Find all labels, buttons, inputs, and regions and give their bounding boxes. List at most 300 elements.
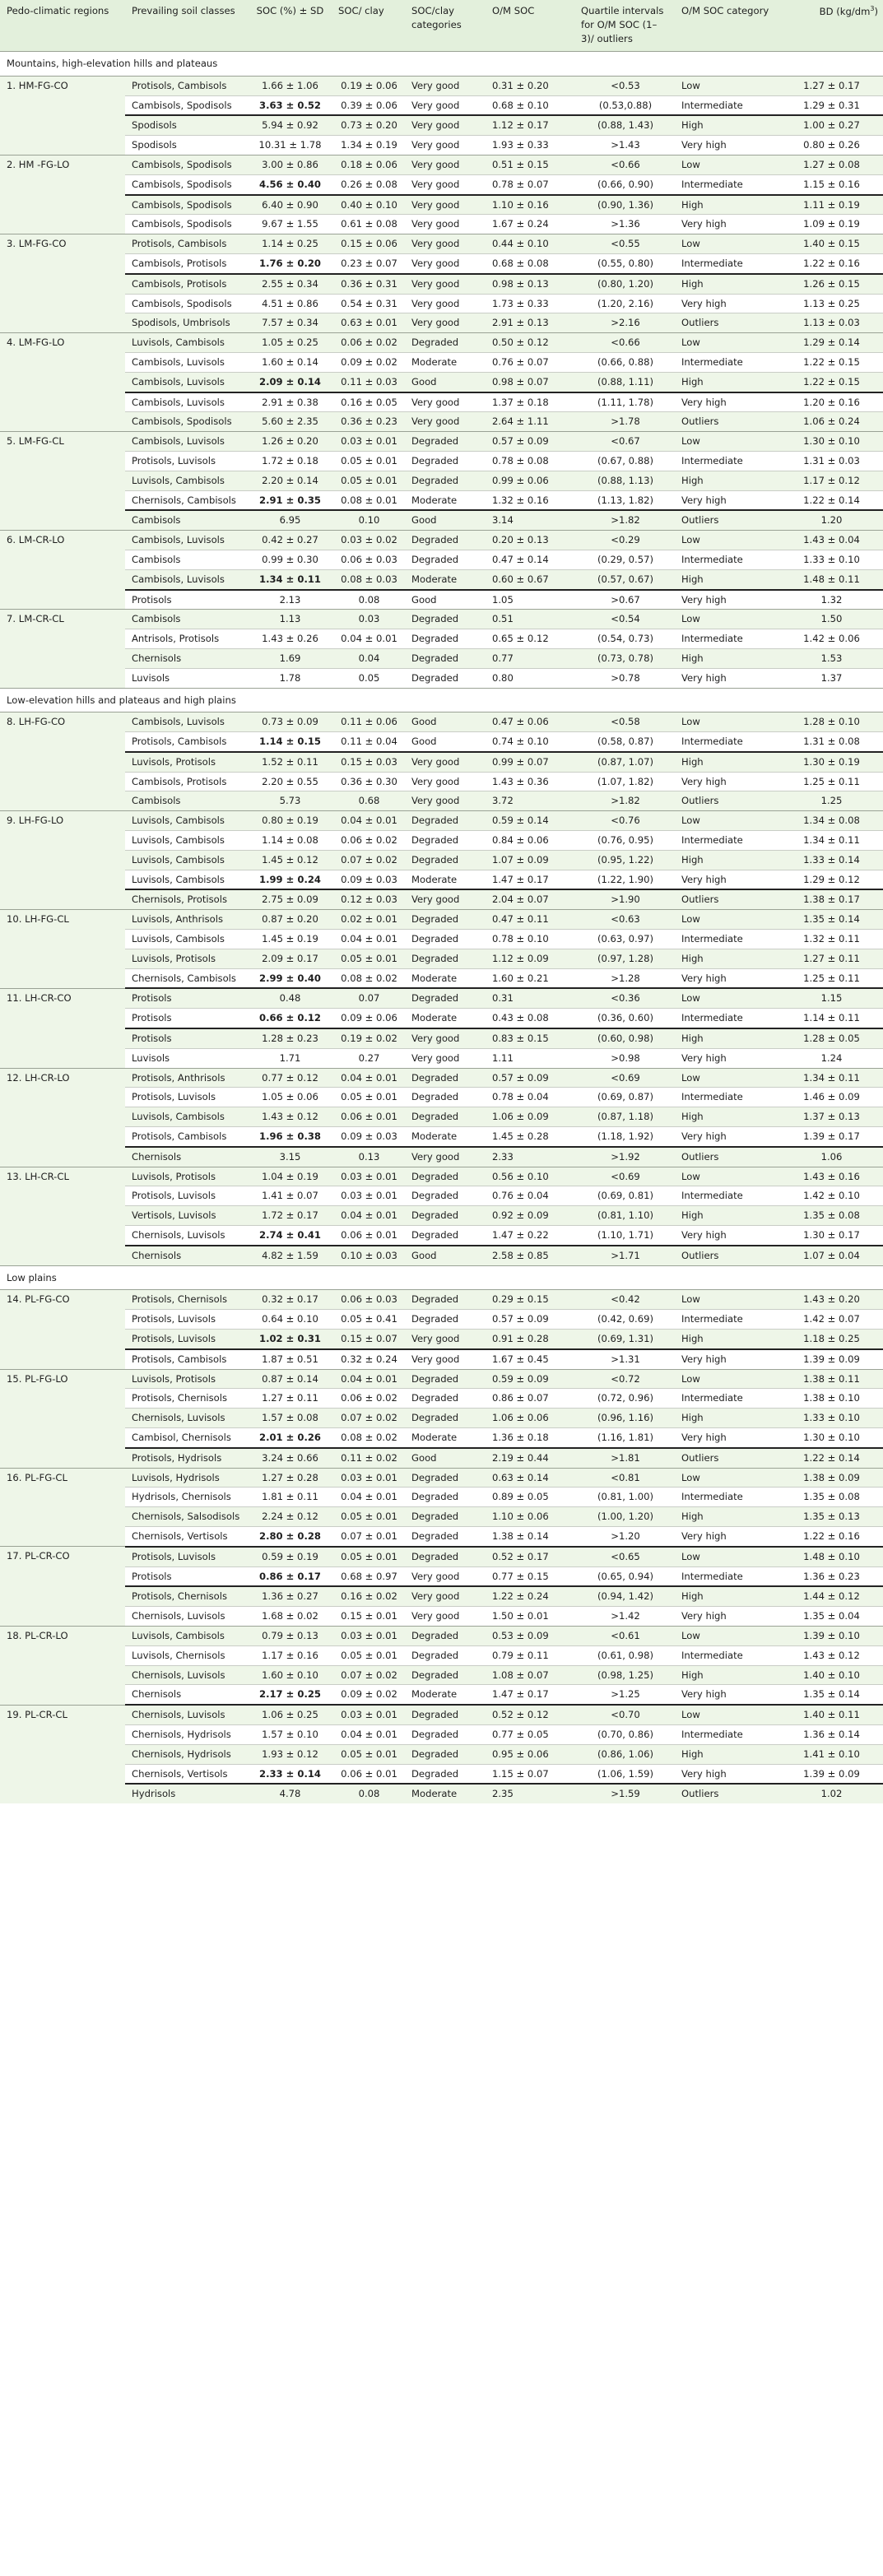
cell-soil-classes: Protisols, Luvisols xyxy=(125,1330,247,1349)
cell-quartile-interval: >1.25 xyxy=(574,1685,675,1705)
cell-soil-classes: Luvisols, Protisols xyxy=(125,752,247,772)
cell-om-soc-category: Low xyxy=(675,1290,778,1310)
cell-om-soc: 0.56 ± 0.10 xyxy=(486,1167,574,1186)
cell-soc: 1.43 ± 0.12 xyxy=(247,1107,332,1127)
cell-soc: 0.73 ± 0.09 xyxy=(247,712,332,732)
cell-soc-clay-category: Very good xyxy=(405,1048,486,1068)
cell-soc-clay-category: Good xyxy=(405,510,486,530)
cell-om-soc: 1.07 ± 0.09 xyxy=(486,850,574,870)
cell-soc xyxy=(247,1009,332,1028)
cell-om-soc: 3.72 xyxy=(486,791,574,811)
table-row xyxy=(0,174,883,194)
cell-om-soc-category: Very high xyxy=(675,870,778,889)
cell-soc-clay: 0.06 ± 0.03 xyxy=(332,1290,405,1310)
table-row xyxy=(0,490,883,510)
cell-bd: 1.43 ± 0.12 xyxy=(778,1645,883,1665)
cell-om-soc-category: Outliers xyxy=(675,1448,778,1468)
cell-soil-classes: Protisols, Chernisols xyxy=(125,1389,247,1409)
cell-om-soc: 1.06 ± 0.09 xyxy=(486,1107,574,1127)
cell-soil-classes: Cambisols, Spodisols xyxy=(125,155,247,174)
cell-quartile-interval: (1.16, 1.81) xyxy=(574,1427,675,1447)
cell-soc xyxy=(247,1764,332,1784)
cell-bd: 1.28 ± 0.05 xyxy=(778,1028,883,1048)
cell-soc-clay-category: Moderate xyxy=(405,1127,486,1147)
cell-soc: 1.43 ± 0.26 xyxy=(247,629,332,649)
cell-om-soc-category: Low xyxy=(675,333,778,353)
bold-soc-value: 1.96 ± 0.38 xyxy=(259,1130,321,1143)
cell-quartile-interval: (1.06, 1.59) xyxy=(574,1764,675,1784)
cell-soil-classes: Luvisols xyxy=(125,668,247,688)
cell-soc: 1.41 ± 0.07 xyxy=(247,1186,332,1206)
cell-om-soc-category: High xyxy=(675,1586,778,1606)
bold-soc-value: 1.14 ± 0.15 xyxy=(259,736,321,748)
cell-om-soc: 0.63 ± 0.14 xyxy=(486,1468,574,1488)
cell-soc-clay-category: Degraded xyxy=(405,1389,486,1409)
cell-soil-classes: Antrisols, Protisols xyxy=(125,629,247,649)
cell-om-soc-category: High xyxy=(675,1330,778,1349)
table-row xyxy=(0,274,883,294)
region-name: 9. LH-FG-LO xyxy=(0,811,125,910)
cell-om-soc: 1.47 ± 0.17 xyxy=(486,1685,574,1705)
cell-bd: 1.39 ± 0.10 xyxy=(778,1626,883,1645)
region-name: 15. PL-FG-LO xyxy=(0,1369,125,1468)
cell-om-soc: 0.98 ± 0.13 xyxy=(486,274,574,294)
cell-quartile-interval: <0.69 xyxy=(574,1167,675,1186)
cell-quartile-interval: (0.69, 1.31) xyxy=(574,1330,675,1349)
cell-om-soc: 0.47 ± 0.14 xyxy=(486,550,574,569)
cell-om-soc: 0.91 ± 0.28 xyxy=(486,1330,574,1349)
table-row xyxy=(0,1507,883,1527)
cell-bd: 1.37 ± 0.13 xyxy=(778,1107,883,1127)
header-quartile-intervals: Quartile intervals for O/M SOC (1–3)/ outliers xyxy=(574,0,675,52)
superscript-3: 3 xyxy=(870,5,875,12)
cell-bd: 1.29 ± 0.12 xyxy=(778,870,883,889)
cell-soc-clay: 0.04 ± 0.01 xyxy=(332,811,405,831)
cell-om-soc: 0.78 ± 0.08 xyxy=(486,451,574,471)
cell-bd: 1.37 xyxy=(778,668,883,688)
cell-quartile-interval: (0.66, 0.90) xyxy=(574,174,675,194)
cell-quartile-interval: (0.90, 1.36) xyxy=(574,195,675,215)
cell-soc-clay-category: Moderate xyxy=(405,1784,486,1803)
table-row xyxy=(0,870,883,889)
region-name: 8. LH-FG-CO xyxy=(0,712,125,811)
cell-soil-classes: Cambisols, Protisols xyxy=(125,772,247,791)
cell-soil-classes: Cambisols, Spodisols xyxy=(125,95,247,115)
cell-bd: 0.80 ± 0.26 xyxy=(778,136,883,155)
cell-om-soc: 2.19 ± 0.44 xyxy=(486,1448,574,1468)
cell-soc-clay: 0.09 ± 0.02 xyxy=(332,352,405,372)
cell-quartile-interval: (0.87, 1.18) xyxy=(574,1107,675,1127)
cell-quartile-interval: <0.69 xyxy=(574,1068,675,1088)
cell-quartile-interval: (1.00, 1.20) xyxy=(574,1507,675,1527)
cell-quartile-interval: (0.76, 0.95) xyxy=(574,831,675,851)
cell-soc-clay: 0.03 ± 0.01 xyxy=(332,1705,405,1724)
cell-om-soc: 0.47 ± 0.11 xyxy=(486,910,574,930)
table-row xyxy=(0,253,883,273)
table-row xyxy=(0,352,883,372)
cell-soc-clay: 0.11 ± 0.02 xyxy=(332,1448,405,1468)
cell-soc: 1.60 ± 0.14 xyxy=(247,352,332,372)
cell-bd: 1.20 ± 0.16 xyxy=(778,392,883,412)
cell-soc: 1.60 ± 0.10 xyxy=(247,1665,332,1685)
cell-quartile-interval: (0.66, 0.88) xyxy=(574,352,675,372)
cell-bd: 1.22 ± 0.16 xyxy=(778,1526,883,1546)
cell-soc-clay-category: Degraded xyxy=(405,1724,486,1744)
cell-soil-classes: Cambisols, Luvisols xyxy=(125,569,247,589)
cell-soc: 2.13 xyxy=(247,590,332,610)
cell-bd: 1.53 xyxy=(778,648,883,668)
cell-soil-classes: Chernisols, Luvisols xyxy=(125,1607,247,1627)
cell-om-soc-category: Very high xyxy=(675,1226,778,1246)
cell-om-soc-category: Very high xyxy=(675,1427,778,1447)
cell-quartile-interval: <0.63 xyxy=(574,910,675,930)
table-row xyxy=(0,1626,883,1645)
cell-soc: 0.59 ± 0.19 xyxy=(247,1547,332,1566)
cell-bd: 1.29 ± 0.31 xyxy=(778,95,883,115)
cell-bd: 1.35 ± 0.08 xyxy=(778,1206,883,1226)
cell-soc-clay-category: Very good xyxy=(405,136,486,155)
cell-soc: 0.87 ± 0.14 xyxy=(247,1369,332,1389)
cell-om-soc-category: Intermediate xyxy=(675,174,778,194)
cell-soc-clay-category: Degraded xyxy=(405,811,486,831)
cell-soc-clay: 0.04 ± 0.01 xyxy=(332,1369,405,1389)
cell-soc: 2.75 ± 0.09 xyxy=(247,889,332,909)
cell-soc: 5.73 xyxy=(247,791,332,811)
cell-bd: 1.22 ± 0.16 xyxy=(778,253,883,273)
cell-bd: 1.30 ± 0.19 xyxy=(778,752,883,772)
cell-quartile-interval: <0.58 xyxy=(574,712,675,732)
cell-soil-classes: Protisols, Luvisols xyxy=(125,1310,247,1330)
cell-soil-classes: Protisols, Cambisols xyxy=(125,732,247,752)
cell-bd: 1.48 ± 0.11 xyxy=(778,569,883,589)
cell-soc-clay-category: Very good xyxy=(405,195,486,215)
cell-soc-clay: 0.02 ± 0.01 xyxy=(332,910,405,930)
region-name: 11. LH-CR-CO xyxy=(0,988,125,1068)
cell-soil-classes: Cambisol, Chernisols xyxy=(125,1427,247,1447)
cell-om-soc: 0.43 ± 0.08 xyxy=(486,1009,574,1028)
cell-bd: 1.39 ± 0.09 xyxy=(778,1349,883,1369)
table-row xyxy=(0,791,883,811)
cell-bd: 1.15 xyxy=(778,988,883,1008)
cell-soc: 6.40 ± 0.90 xyxy=(247,195,332,215)
cell-om-soc: 1.15 ± 0.07 xyxy=(486,1764,574,1784)
table-row xyxy=(0,752,883,772)
cell-quartile-interval: >1.42 xyxy=(574,1607,675,1627)
cell-soil-classes: Cambisols, Luvisols xyxy=(125,392,247,412)
cell-bd: 1.06 ± 0.24 xyxy=(778,412,883,432)
cell-soc-clay-category: Degraded xyxy=(405,1526,486,1546)
cell-bd: 1.48 ± 0.10 xyxy=(778,1547,883,1566)
cell-soc-clay-category: Moderate xyxy=(405,1685,486,1705)
table-row xyxy=(0,1310,883,1330)
cell-om-soc: 0.78 ± 0.10 xyxy=(486,930,574,949)
cell-om-soc: 1.38 ± 0.14 xyxy=(486,1526,574,1546)
cell-bd: 1.38 ± 0.10 xyxy=(778,1389,883,1409)
cell-soc xyxy=(247,1526,332,1546)
cell-om-soc-category: Outliers xyxy=(675,313,778,333)
cell-soil-classes: Cambisols xyxy=(125,510,247,530)
region-name: 7. LM-CR-CL xyxy=(0,610,125,688)
cell-om-soc-category: Outliers xyxy=(675,412,778,432)
cell-om-soc: 2.58 ± 0.85 xyxy=(486,1246,574,1265)
cell-soc-clay-category: Degraded xyxy=(405,930,486,949)
cell-quartile-interval: <0.66 xyxy=(574,333,675,353)
cell-om-soc-category: Outliers xyxy=(675,1147,778,1167)
cell-soc-clay: 0.15 ± 0.01 xyxy=(332,1607,405,1627)
bold-soc-value: 0.86 ± 0.17 xyxy=(259,1570,321,1582)
cell-soc-clay: 0.15 ± 0.06 xyxy=(332,234,405,254)
cell-soil-classes: Chernisols, Vertisols xyxy=(125,1764,247,1784)
table-row xyxy=(0,1724,883,1744)
cell-bd: 1.17 ± 0.12 xyxy=(778,471,883,490)
cell-quartile-interval: (0.94, 1.42) xyxy=(574,1586,675,1606)
table-row xyxy=(0,412,883,432)
cell-soc-clay: 1.34 ± 0.19 xyxy=(332,136,405,155)
cell-om-soc: 1.12 ± 0.17 xyxy=(486,115,574,135)
table-row xyxy=(0,471,883,490)
cell-quartile-interval: (1.07, 1.82) xyxy=(574,772,675,791)
cell-soil-classes: Chernisols, Salsodisols xyxy=(125,1507,247,1527)
cell-bd: 1.35 ± 0.04 xyxy=(778,1607,883,1627)
cell-soil-classes: Luvisols, Cambisols xyxy=(125,471,247,490)
cell-soil-classes: Protisols, Cambisols xyxy=(125,1349,247,1369)
table-row xyxy=(0,1009,883,1028)
cell-om-soc-category: High xyxy=(675,1107,778,1127)
cell-om-soc: 0.99 ± 0.06 xyxy=(486,471,574,490)
cell-quartile-interval: (0.97, 1.28) xyxy=(574,949,675,968)
cell-om-soc-category: Low xyxy=(675,234,778,254)
table-row xyxy=(0,294,883,313)
cell-soil-classes: Luvisols, Cambisols xyxy=(125,1626,247,1645)
cell-soil-classes: Cambisols, Luvisols xyxy=(125,372,247,392)
cell-soc: 4.51 ± 0.86 xyxy=(247,294,332,313)
cell-soc-clay: 0.04 ± 0.01 xyxy=(332,1724,405,1744)
cell-quartile-interval: (0.86, 1.06) xyxy=(574,1744,675,1764)
cell-soc-clay-category: Degraded xyxy=(405,1167,486,1186)
cell-bd: 1.32 xyxy=(778,590,883,610)
cell-soc: 0.87 ± 0.20 xyxy=(247,910,332,930)
cell-bd: 1.42 ± 0.06 xyxy=(778,629,883,649)
cell-soc: 1.72 ± 0.18 xyxy=(247,451,332,471)
cell-bd: 1.11 ± 0.19 xyxy=(778,195,883,215)
cell-soc-clay: 0.08 xyxy=(332,590,405,610)
cell-soc-clay-category: Degraded xyxy=(405,648,486,668)
cell-soc: 1.17 ± 0.16 xyxy=(247,1645,332,1665)
cell-soc: 9.67 ± 1.55 xyxy=(247,215,332,234)
cell-soil-classes: Chernisols, Hydrisols xyxy=(125,1724,247,1744)
cell-quartile-interval: (0.88, 1.11) xyxy=(574,372,675,392)
cell-quartile-interval: >1.36 xyxy=(574,215,675,234)
cell-om-soc-category: Very high xyxy=(675,1764,778,1784)
cell-bd: 1.38 ± 0.17 xyxy=(778,889,883,909)
cell-soc-clay: 0.09 ± 0.06 xyxy=(332,1009,405,1028)
cell-soc-clay-category: Degraded xyxy=(405,333,486,353)
cell-om-soc: 0.98 ± 0.07 xyxy=(486,372,574,392)
header-soc-clay: SOC/ clay xyxy=(332,0,405,52)
cell-om-soc-category: Intermediate xyxy=(675,1645,778,1665)
cell-bd: 1.43 ± 0.04 xyxy=(778,531,883,550)
cell-soil-classes: Chernisols, Luvisols xyxy=(125,1665,247,1685)
table-row xyxy=(0,1468,883,1488)
cell-soc: 4.82 ± 1.59 xyxy=(247,1246,332,1265)
cell-om-soc-category: Low xyxy=(675,155,778,174)
cell-quartile-interval: <0.29 xyxy=(574,531,675,550)
zone-row xyxy=(0,688,883,712)
table-row xyxy=(0,1206,883,1226)
cell-bd: 1.20 xyxy=(778,510,883,530)
cell-soc-clay-category: Very good xyxy=(405,95,486,115)
cell-soc-clay-category: Very good xyxy=(405,1147,486,1167)
bold-soc-value: 1.99 ± 0.24 xyxy=(259,873,321,885)
cell-quartile-interval: <0.76 xyxy=(574,811,675,831)
header-bd-text: BD $(kg/dm^3)$ xyxy=(819,5,878,17)
cell-om-soc-category: Intermediate xyxy=(675,451,778,471)
cell-soc-clay-category: Moderate xyxy=(405,1009,486,1028)
cell-om-soc-category: Outliers xyxy=(675,791,778,811)
cell-om-soc-category: Very high xyxy=(675,136,778,155)
cell-om-soc-category: Very high xyxy=(675,215,778,234)
cell-om-soc: 0.89 ± 0.05 xyxy=(486,1488,574,1507)
cell-soc-clay-category: Very good xyxy=(405,392,486,412)
cell-bd: 1.22 ± 0.15 xyxy=(778,352,883,372)
cell-soc-clay: 0.06 ± 0.02 xyxy=(332,831,405,851)
cell-soc: 1.36 ± 0.27 xyxy=(247,1586,332,1606)
table-row xyxy=(0,569,883,589)
cell-soc-clay-category: Degraded xyxy=(405,1409,486,1428)
cell-om-soc-category: Intermediate xyxy=(675,831,778,851)
cell-soc-clay-category: Very good xyxy=(405,1349,486,1369)
cell-quartile-interval: (0.29, 0.57) xyxy=(574,550,675,569)
table-row xyxy=(0,76,883,95)
table-row xyxy=(0,1784,883,1803)
table-row xyxy=(0,1167,883,1186)
cell-soil-classes: Cambisols, Luvisols xyxy=(125,432,247,452)
cell-soc: 0.64 ± 0.10 xyxy=(247,1310,332,1330)
cell-om-soc-category: Intermediate xyxy=(675,629,778,649)
cell-soc-clay: 0.11 ± 0.04 xyxy=(332,732,405,752)
cell-bd: 1.22 ± 0.14 xyxy=(778,490,883,510)
table-row xyxy=(0,136,883,155)
table-row xyxy=(0,732,883,752)
table-row xyxy=(0,968,883,988)
bold-soc-value: 4.56 ± 0.40 xyxy=(259,178,321,190)
cell-om-soc: 0.59 ± 0.09 xyxy=(486,1369,574,1389)
cell-soc xyxy=(247,490,332,510)
cell-soc: 1.14 ± 0.25 xyxy=(247,234,332,254)
cell-soc-clay-category: Very good xyxy=(405,294,486,313)
cell-soc-clay: 0.08 xyxy=(332,1784,405,1803)
cell-soc-clay-category: Good xyxy=(405,1448,486,1468)
cell-quartile-interval: <0.54 xyxy=(574,610,675,629)
cell-bd: 1.06 xyxy=(778,1147,883,1167)
table-row xyxy=(0,372,883,392)
cell-soil-classes: Chernisols xyxy=(125,1246,247,1265)
cell-soc-clay-category: Very good xyxy=(405,412,486,432)
cell-quartile-interval: (0.60, 0.98) xyxy=(574,1028,675,1048)
table-row xyxy=(0,1409,883,1428)
cell-om-soc-category: Very high xyxy=(675,294,778,313)
cell-om-soc-category: Low xyxy=(675,610,778,629)
cell-om-soc: 0.51 ± 0.15 xyxy=(486,155,574,174)
cell-quartile-interval: >1.20 xyxy=(574,1526,675,1546)
table-row xyxy=(0,712,883,732)
cell-om-soc: 0.86 ± 0.07 xyxy=(486,1389,574,1409)
cell-soc: 2.20 ± 0.14 xyxy=(247,471,332,490)
cell-soil-classes: Chernisols, Cambisols xyxy=(125,968,247,988)
cell-soc-clay: 0.04 ± 0.01 xyxy=(332,930,405,949)
cell-quartile-interval: >1.81 xyxy=(574,1448,675,1468)
cell-soc-clay: 0.05 ± 0.01 xyxy=(332,1507,405,1527)
table-row xyxy=(0,1330,883,1349)
cell-quartile-interval: <0.70 xyxy=(574,1705,675,1724)
cell-om-soc: 0.68 ± 0.10 xyxy=(486,95,574,115)
cell-om-soc-category: Low xyxy=(675,1705,778,1724)
bold-soc-value: 2.17 ± 0.25 xyxy=(259,1688,321,1701)
cell-om-soc-category: Very high xyxy=(675,490,778,510)
cell-soc-clay: 0.09 ± 0.03 xyxy=(332,870,405,889)
cell-soil-classes: Protisols, Anthrisols xyxy=(125,1068,247,1088)
cell-om-soc: 0.83 ± 0.15 xyxy=(486,1028,574,1048)
cell-bd: 1.24 xyxy=(778,1048,883,1068)
cell-om-soc: 0.31 xyxy=(486,988,574,1008)
cell-quartile-interval: >1.31 xyxy=(574,1349,675,1369)
cell-quartile-interval: (1.13, 1.82) xyxy=(574,490,675,510)
cell-om-soc: 0.79 ± 0.11 xyxy=(486,1645,574,1665)
cell-om-soc: 1.47 ± 0.22 xyxy=(486,1226,574,1246)
table-row xyxy=(0,1127,883,1147)
cell-soil-classes: Protisols, Hydrisols xyxy=(125,1448,247,1468)
cell-soc-clay: 0.19 ± 0.02 xyxy=(332,1028,405,1048)
cell-bd: 1.38 ± 0.11 xyxy=(778,1369,883,1389)
cell-soc-clay-category: Good xyxy=(405,372,486,392)
header-om-soc-category: O/M SOC category xyxy=(675,0,778,52)
cell-bd: 1.35 ± 0.14 xyxy=(778,1685,883,1705)
cell-soc: 1.66 ± 1.06 xyxy=(247,76,332,95)
cell-soc-clay-category: Degraded xyxy=(405,949,486,968)
table-row xyxy=(0,115,883,135)
cell-bd: 1.31 ± 0.03 xyxy=(778,451,883,471)
cell-soc-clay: 0.04 ± 0.01 xyxy=(332,1068,405,1088)
cell-soc-clay-category: Moderate xyxy=(405,1427,486,1447)
cell-om-soc-category: Outliers xyxy=(675,889,778,909)
cell-soc-clay: 0.03 ± 0.02 xyxy=(332,531,405,550)
table-row xyxy=(0,772,883,791)
cell-om-soc: 1.73 ± 0.33 xyxy=(486,294,574,313)
cell-om-soc: 0.99 ± 0.07 xyxy=(486,752,574,772)
cell-soil-classes: Chernisols, Vertisols xyxy=(125,1526,247,1546)
table-row xyxy=(0,910,883,930)
cell-soc-clay-category: Degraded xyxy=(405,629,486,649)
region-name: 6. LM-CR-LO xyxy=(0,531,125,610)
table-body xyxy=(0,52,883,1804)
cell-soc: 1.26 ± 0.20 xyxy=(247,432,332,452)
cell-soc-clay: 0.19 ± 0.06 xyxy=(332,76,405,95)
cell-quartile-interval: >0.98 xyxy=(574,1048,675,1068)
cell-om-soc-category: Intermediate xyxy=(675,1009,778,1028)
cell-soc-clay-category: Degraded xyxy=(405,471,486,490)
cell-bd: 1.15 ± 0.16 xyxy=(778,174,883,194)
cell-soc-clay-category: Degraded xyxy=(405,432,486,452)
cell-soc: 3.24 ± 0.66 xyxy=(247,1448,332,1468)
cell-soc: 10.31 ± 1.78 xyxy=(247,136,332,155)
cell-om-soc-category: Outliers xyxy=(675,1784,778,1803)
table-row xyxy=(0,590,883,610)
cell-soc-clay: 0.40 ± 0.10 xyxy=(332,195,405,215)
cell-quartile-interval: (0.88, 1.13) xyxy=(574,471,675,490)
cell-bd: 1.41 ± 0.10 xyxy=(778,1744,883,1764)
cell-om-soc: 0.76 ± 0.07 xyxy=(486,352,574,372)
cell-soc-clay: 0.07 ± 0.01 xyxy=(332,1526,405,1546)
